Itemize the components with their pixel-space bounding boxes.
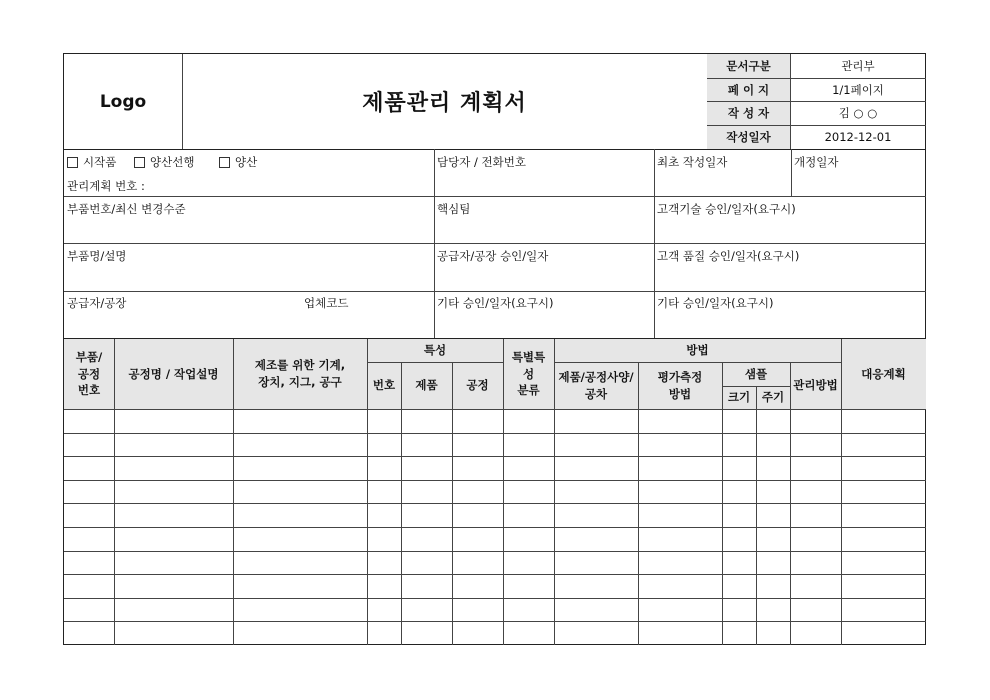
col-header-part-number: 부품/ 공정 번호: [75, 349, 103, 398]
table-row: [64, 433, 926, 434]
meta-value-date: 2012-12-01: [824, 130, 892, 144]
control-plan-form: [63, 53, 926, 645]
revision-date-label: 개정일자: [794, 155, 839, 169]
col-header-product: 제품: [415, 378, 438, 393]
col-header-control-method: 관리방법: [793, 378, 838, 393]
col-header-process-name: 공정명 / 작업설명: [128, 366, 219, 381]
other-approval-label: 기타 승인/일자(요구시): [657, 296, 774, 310]
contact-label: 담당자 / 전화번호: [437, 155, 526, 169]
table-row: [64, 527, 926, 528]
group-header-characteristics: 특성: [423, 343, 447, 358]
first-date-label: 최초 작성일자: [657, 155, 728, 169]
checkbox-prototype[interactable]: 시작품: [67, 154, 116, 170]
meta-value-page: 1/1페이지: [832, 82, 884, 97]
col-header-evaluation: 평가측정 방법: [657, 369, 703, 401]
document-title: 제품관리 계획서: [362, 91, 527, 116]
supplier-approval-label: 공급자/공장 승인/일자: [437, 249, 549, 263]
col-header-reaction-plan: 대응계획: [861, 366, 906, 381]
col-header-specification: 제품/공정사양/ 공차: [558, 369, 634, 401]
col-header-machine: 제조를 위한 기계, 장치, 지그, 공구: [254, 358, 346, 389]
customer-engineering-label: 고객기술 승인/일자(요구시): [657, 202, 796, 216]
part-number-label: 부품번호/최신 변경수준: [67, 202, 186, 216]
checkbox-icon: [134, 157, 145, 168]
checkbox-production[interactable]: 양산: [219, 154, 257, 170]
other-approval-label: 기타 승인/일자(요구시): [437, 296, 554, 310]
meta-value-doc-type: 관리부: [841, 59, 875, 73]
table-row: [64, 621, 926, 622]
meta-label-date: 작성일자: [726, 130, 771, 144]
table-row: [64, 551, 926, 552]
table-row: [64, 480, 926, 481]
col-header-frequency: 주기: [761, 390, 785, 405]
col-header-size: 크기: [727, 390, 751, 405]
supplier-label: 공급자/공장: [67, 296, 127, 310]
table-row: [64, 456, 926, 457]
checkbox-icon: [67, 157, 78, 168]
table-row: [64, 574, 926, 575]
col-header-number: 번호: [372, 378, 396, 393]
meta-label-page: 페 이 지: [727, 82, 770, 97]
meta-label-doc-type: 문서구분: [726, 59, 771, 73]
checkbox-pre-launch[interactable]: 양산선행: [134, 154, 194, 170]
plan-number-label: 관리계획 번호 :: [67, 179, 145, 193]
customer-quality-label: 고객 품질 승인/일자(요구시): [657, 249, 800, 263]
vendor-code-label: 업체코드: [304, 296, 349, 310]
checkbox-icon: [219, 157, 230, 168]
part-name-label: 부품명/설명: [67, 249, 127, 263]
col-header-process: 공정: [466, 378, 489, 393]
group-header-sample: 샘플: [744, 366, 768, 381]
meta-value-author: 김 ○ ○: [838, 106, 878, 120]
col-header-special-class: 특별특 성 분류: [511, 349, 546, 398]
core-team-label: 핵심팀: [437, 202, 471, 216]
table-row: [64, 598, 926, 599]
logo: Logo: [99, 91, 147, 112]
table-row: [64, 503, 926, 504]
meta-label-author: 작 성 자: [727, 106, 770, 120]
group-header-methods: 방법: [686, 343, 709, 358]
